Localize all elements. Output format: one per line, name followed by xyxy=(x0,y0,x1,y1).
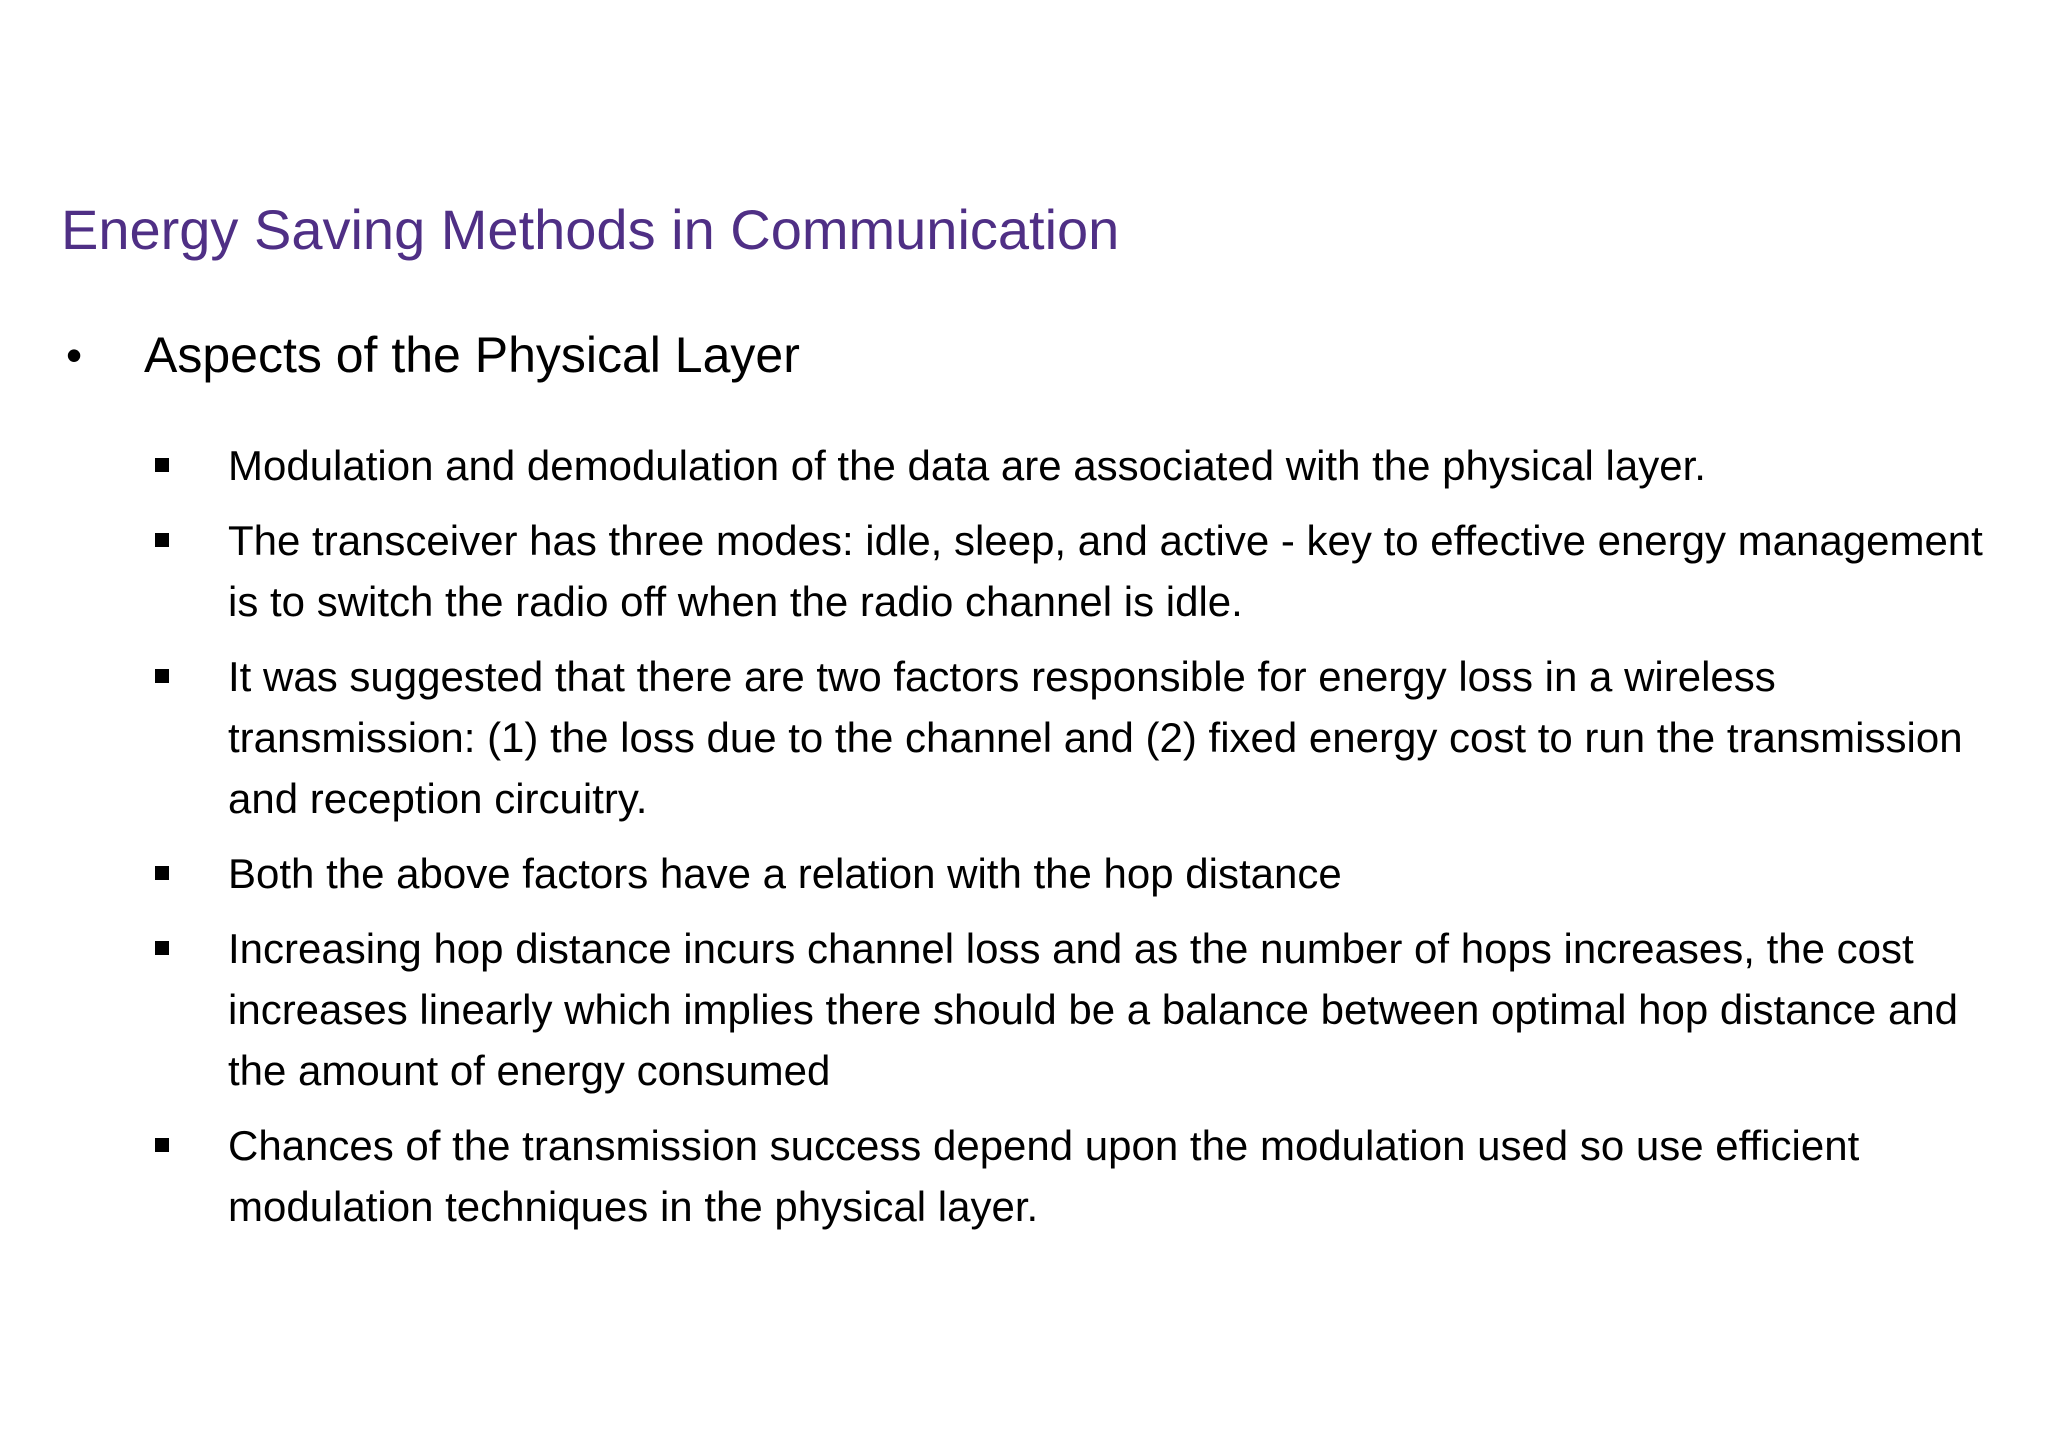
heading-bullet-item xyxy=(66,320,1966,390)
list-item-text: Modulation and demodulation of the data are associated with the physical layer. xyxy=(228,442,1706,489)
round-bullet-icon: • xyxy=(66,329,83,381)
square-bullet-icon xyxy=(155,669,169,683)
list-item xyxy=(150,510,2000,632)
square-bullet-icon xyxy=(155,1138,169,1152)
list-item-text: It was suggested that there are two factors responsible for energy loss in a wireless transmission: (1) the loss due to the channel and (2) fixed energy cost to run the transmission and reception circuitry. xyxy=(228,653,1963,822)
slide-title: Energy Saving Methods in Communication xyxy=(61,198,1120,261)
heading-text: Aspects of the Physical Layer xyxy=(144,327,800,383)
square-bullet-icon xyxy=(155,458,169,472)
list-item xyxy=(150,918,2000,1101)
square-bullet-icon xyxy=(155,941,169,955)
list-item-text: The transceiver has three modes: idle, sleep, and active - key to effective energy management is to switch the radio off when the radio channel is idle. xyxy=(228,517,1983,625)
list-item-text: Increasing hop distance incurs channel loss and as the number of hops increases, the cost increases linearly which implies there should be a balance between optimal hop distance and the amount of energy consumed xyxy=(228,925,1959,1094)
sub-bullet-list xyxy=(150,435,2000,1251)
square-bullet-icon xyxy=(155,533,169,547)
list-item xyxy=(150,1115,2000,1237)
square-bullet-icon xyxy=(155,866,169,880)
list-item xyxy=(150,646,2000,829)
list-item xyxy=(150,435,2000,496)
list-item xyxy=(150,843,2000,904)
list-item-text: Both the above factors have a relation with the hop distance xyxy=(228,850,1342,897)
list-item-text: Chances of the transmission success depend upon the modulation used so use efficient modulation techniques in the physical layer. xyxy=(228,1122,1860,1230)
